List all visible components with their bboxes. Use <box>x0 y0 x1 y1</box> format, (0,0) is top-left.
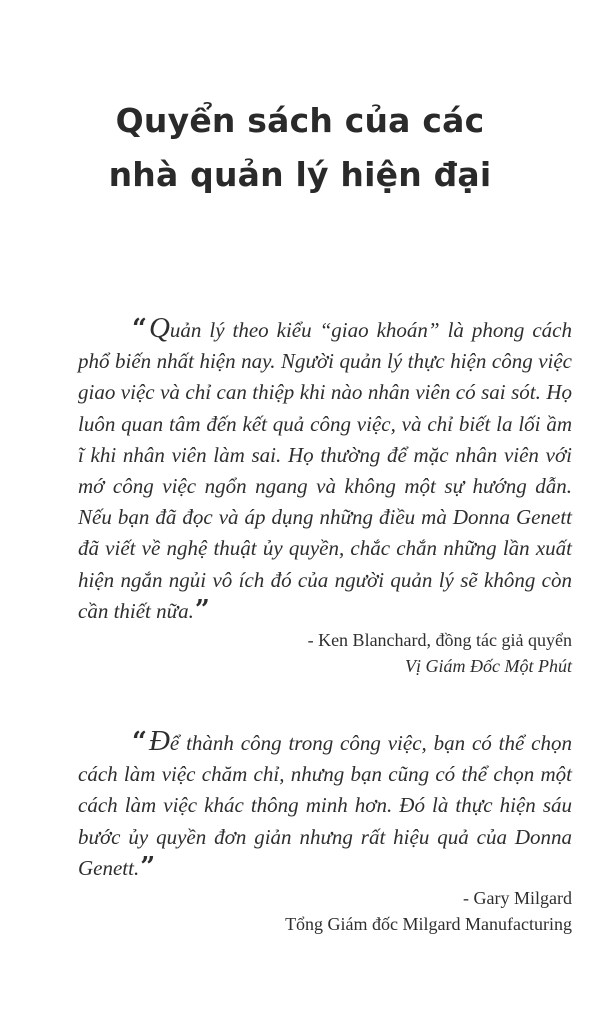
testimonial-quote-1 <box>78 313 572 627</box>
quote-first-letter: Q <box>148 312 170 344</box>
open-quote-mark: “ <box>132 314 147 344</box>
close-quote-mark: ” <box>194 594 210 625</box>
testimonial-quote-2 <box>78 726 572 884</box>
quote-text: ể thành công trong công việc, bạn có thể chọn cách làm việc chăm chỉ, nhưng bạn cũng có thể chọn một cách làm việc khác thông minh hơn. Đó là thực hiện sáu bước ủy quyền đơn giản nhưng rất hiệu quả của Donna Genett. <box>78 731 572 880</box>
attribution-author: - Ken Blanchard, đồng tác giả quyển <box>307 630 572 650</box>
open-quote-mark: “ <box>132 727 147 757</box>
close-quote-mark: ” <box>140 851 156 882</box>
quote-first-letter: Đ <box>148 725 170 757</box>
page-title <box>0 94 600 202</box>
attribution-role: Tổng Giám đốc Milgard Manufacturing <box>285 914 572 934</box>
attribution-2 <box>285 885 572 937</box>
attribution-1 <box>308 627 572 679</box>
attribution-author: - Gary Milgard <box>463 888 572 908</box>
page-title-line-2: nhà quản lý hiện đại <box>108 155 492 194</box>
page-title-line-1: Quyển sách của các <box>115 101 485 140</box>
attribution-book-title: Vị Giám Đốc Một Phút <box>405 656 572 676</box>
quote-text: uản lý theo kiểu “giao khoán” là phong cách phổ biến nhất hiện nay. Người quản lý thực hiện công việc giao việc và chỉ can thiệp khi nào nhân viên có sai sót. Họ luôn quan tâm đến kết quả công việc, và chỉ biết la lối ầm ĩ khi nhân viên làm sai. Họ thường để mặc nhân viên với mớ công việc ngổn ngang và không một sự hướng dẫn. Nếu bạn đã đọc và áp dụng những điều mà Donna Genett đã viết về nghệ thuật ủy quyền, chắc chắn những lần xuất hiện ngắn ngủi vô ích đó của người quản lý sẽ không còn cần thiết nữa. <box>78 318 572 623</box>
